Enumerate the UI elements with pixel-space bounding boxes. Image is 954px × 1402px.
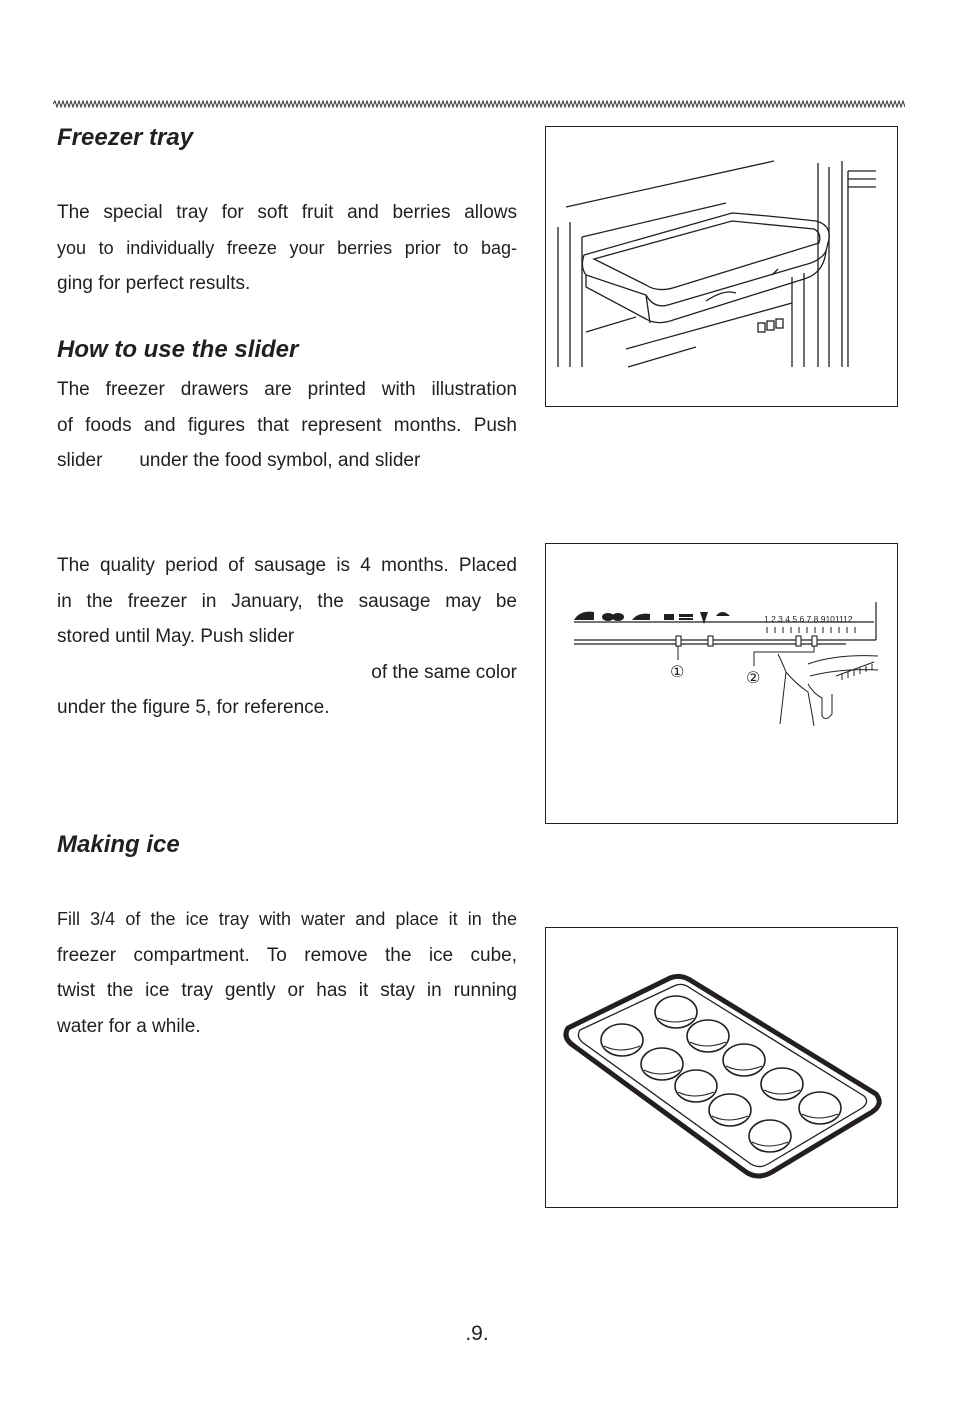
text-line: The quality period of sausage is 4 months. Placed [57,555,517,576]
text-line: Fill 3/4 of the ice tray with water and place it in the [57,909,517,929]
slider-heading: How to use the slider [57,336,299,363]
slider-paragraph [57,372,517,479]
text-line: freezer compartment. To remove the ice cube, [57,944,517,966]
making-ice-heading: Making ice [57,831,180,858]
text-line: The freezer drawers are printed with illustration [57,379,517,400]
sausage-example-paragraph [57,548,517,726]
freezer-tray-illustration [545,126,898,407]
slider-illustration [545,543,898,824]
ice-tray-drawing [546,928,896,1206]
freezer-tray-heading: Freezer tray [57,124,194,151]
freezer-tray-drawing [546,127,896,405]
text-line: stored until May. Push slider [57,626,295,647]
slider-2b [812,636,817,646]
slider-1 [676,636,681,646]
text-line: twist the ice tray gently or has it stay in running [57,980,517,1001]
month-numbers: 1 2 3 4 5 6 7 8 9101112 [764,614,853,624]
text-line: of the same color [371,661,517,683]
text-line: in the freezer in January, the sausage may be [57,590,517,612]
text-line: you to individually freeze your berries prior to bag- [57,237,517,258]
ice-tray-illustration [545,927,898,1208]
text-line: The special tray for soft fruit and berries allows [57,202,517,223]
callout-1: ① [670,662,685,681]
freezer-tray-paragraph [57,195,517,302]
text-line: water for a while. [57,1015,201,1037]
ice-cube-cells [601,996,841,1152]
slider-drawing [546,544,896,822]
text-line: ging for perfect results. [57,273,251,294]
page-number: .9. [465,1322,489,1345]
text-line: under the figure 5, for reference. [57,697,330,718]
slider-2 [796,636,801,646]
zigzag-divider [53,98,905,110]
callout-2: ② [746,668,761,687]
text-line: slider under the food symbol, and slider [57,450,421,471]
making-ice-paragraph [57,902,517,1044]
slider-1b [708,636,713,646]
text-line: of foods and figures that represent months. Push [57,414,517,436]
